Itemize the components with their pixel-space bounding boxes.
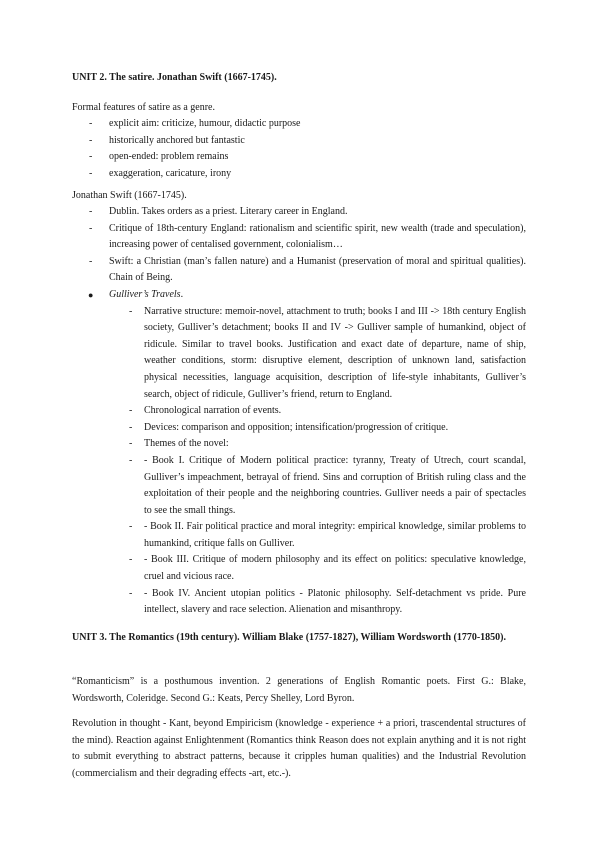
bullet-icon: ● xyxy=(88,289,94,300)
list-item: - - Book I. Critique of Modern political practice: tyranny, Treaty of Utrech, court scandal, Gulliver’s impeachment, betrayal of friend. Sins and corruption of British ruling class and the exploitation of their people and the neighboring countries. Gulliver needs a pair of spectacles to see the small things. xyxy=(129,454,526,516)
unit2-heading: UNIT 2. The satire. Jonathan Swift (1667-1745). xyxy=(72,72,277,83)
gulliver-list xyxy=(72,304,526,619)
unit3-paragraph-2: Revolution in thought - Kant, beyond Empiricism (knowledge - experience + a priori, trascendental structures of the mind). Reaction against Enlightenment (Romantics think Reason does not explain anything and it is not right to submit everything to abstract patterns, because it cripples human qualities) and the Industrial Revolution (commercialism and their degrading effects -art, etc.-). xyxy=(72,718,526,779)
list-item: - Swift: a Christian (man’s fallen nature) and a Humanist (preservation of moral and spiritual qualities). Chain of Being. xyxy=(89,255,526,284)
list-item: - open-ended: problem remains xyxy=(89,151,229,163)
list-item: - Devices: comparison and opposition; intensification/progression of critique. xyxy=(129,421,449,433)
list-item: - Themes of the novel: xyxy=(129,438,229,450)
list-item: - - Book II. Fair political practice and moral integrity: empirical knowledge, similar problems to humankind, critique falls on Gulliver. xyxy=(129,521,526,549)
swift-title: Jonathan Swift (1667-1745). xyxy=(72,190,187,201)
list-item: - historically anchored but fantastic xyxy=(89,134,245,146)
list-item: - Critique of 18th-century England: rationalism and scientific spirit, new wealth (trade and speculation), increasing power of centalised government, colonialism… xyxy=(89,222,526,251)
list-item: - - Book IV. Ancient utopian politics - Platonic philosophy. Self-detachment vs pride. Pure intellect, slavery and race selection. Alienation and misanthropy. xyxy=(129,587,526,616)
list-item: - exaggeration, caricature, irony xyxy=(89,167,232,179)
swift-list xyxy=(72,204,526,619)
list-item: - Dublin. Takes orders as a priest. Literary career in England. xyxy=(89,206,348,217)
unit3-heading: UNIT 3. The Romantics (19th century). William Blake (1757-1827), William Wordsworth (1770-1850). xyxy=(72,632,506,643)
list-item: - Narrative structure: memoir-novel, attachment to truth; books I and III -> 18th century English society, Gulliver’s detachment; books II and IV -> Gulliver sample of humankind, object of ridicule. Similar to travel books. Justification and exact date of departure, name of ship, weather conditions, storm: disruptive element, description of unknown land, satisfaction physical necessities, language acquisition, description of life-style inhabitants, Gulliver’s search, object of ridicule, Gulliver’s friend, return to England. xyxy=(129,305,526,400)
formal-features-title: Formal features of satire as a genre. xyxy=(72,102,215,113)
gulliver-bullet-item: ● Gulliver’s Travels. xyxy=(72,287,526,304)
list-item: - - Book III. Critique of modern philosophy and its effect on politics: speculative knowledge, cruel and vicious race. xyxy=(129,554,526,583)
list-item: - explicit aim: criticize, humour, didactic purpose xyxy=(89,118,301,129)
formal-features-list xyxy=(72,116,526,182)
list-item: - Chronological narration of events. xyxy=(129,405,282,417)
gulliver-title: Gulliver’s Travels xyxy=(109,288,181,300)
unit3-paragraph-1: “Romanticism” is a posthumous invention. 2 generations of English Romantic poets. First G.: Blake, Wordsworth, Coleridge. Second G.: Keats, Percy Shelley, Lord Byron. xyxy=(72,676,526,704)
